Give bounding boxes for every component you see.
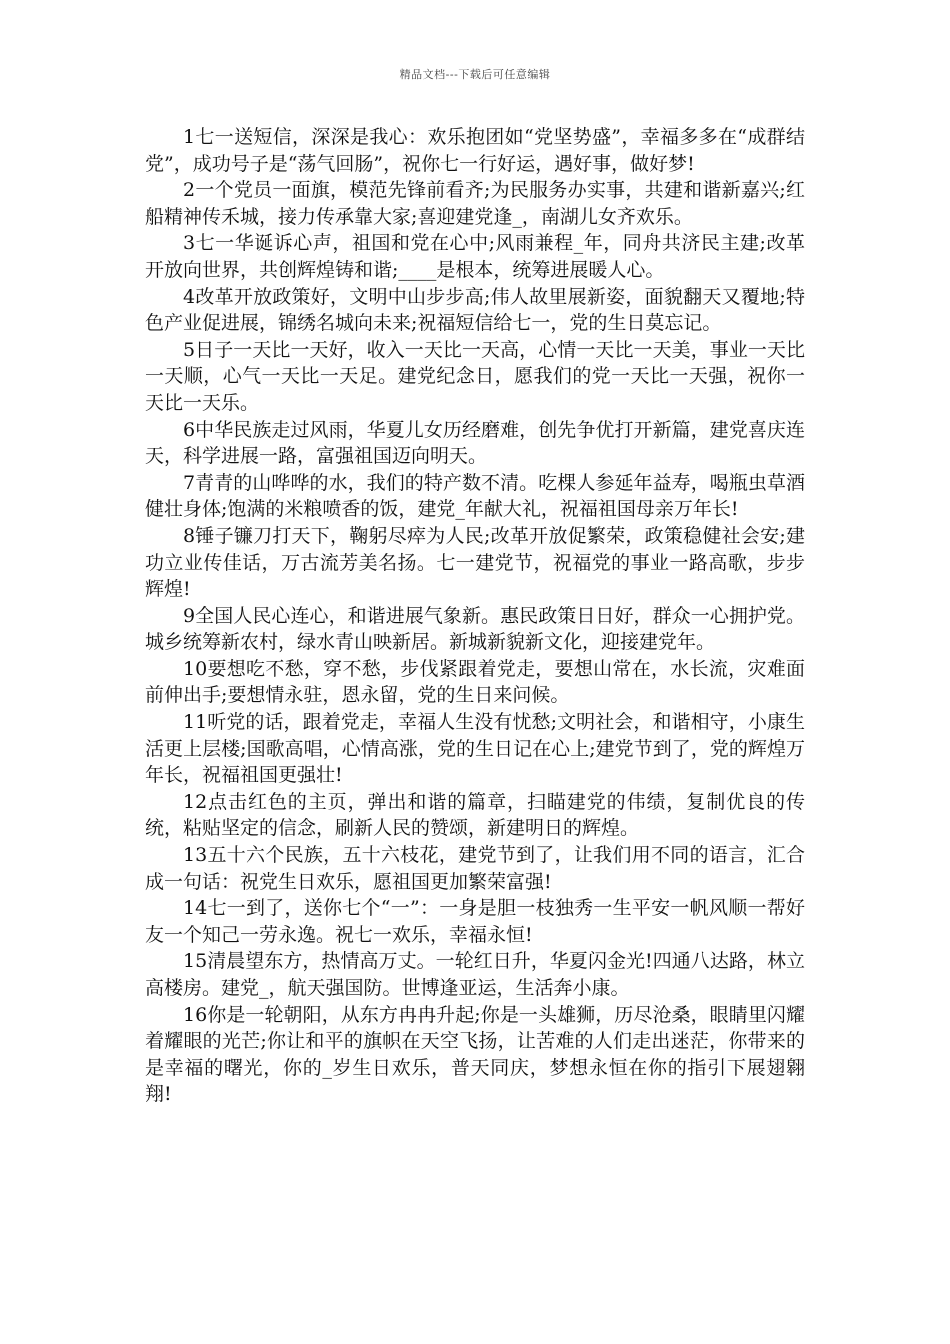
paragraph-16: 16你是一轮朝阳，从东方冉冉升起;你是一头雄狮，历尽沧桑，眼睛里闪耀着耀眼的光芒;你让和平的旗帜在天空飞扬，让苦难的人们走出迷茫，你带来的是幸福的曙光，你的_岁生日欢乐，普天同庆，梦想永恒在你的指引下展翅翱翔!: [145, 1003, 805, 1106]
paragraph-13: 13五十六个民族，五十六枝花，建党节到了，让我们用不同的语言，汇合成一句话：祝党生日欢乐，愿祖国更加繁荣富强!: [145, 844, 805, 893]
document-body: [145, 124, 805, 1108]
paragraph-11: 11听党的话，跟着党走，幸福人生没有忧愁;文明社会，和谐相守，小康生活更上层楼;国歌高唱，心情高涨，党的生日记在心上;建党节到了，党的辉煌万年长，祝福祖国更强壮!: [145, 711, 805, 787]
paragraph-14: 14七一到了，送你七个“一”：一身是胆一枝独秀一生平安一帆风顺一帮好友一个知己一劳永逸。祝七一欢乐，幸福永恒!: [145, 897, 805, 946]
paragraph-7: 7青青的山哗哗的水，我们的特产数不清。吃棵人参延年益寿，喝瓶虫草酒健壮身体;饱满的米粮喷香的饭，建党_年献大礼，祝福祖国母亲万年长!: [145, 471, 805, 521]
paragraph-15: 15清晨望东方，热情高万丈。一轮红日升，华夏闪金光!四通八达路，林立高楼房。建党_，航天强国防。世博逢亚运，生活奔小康。: [145, 950, 805, 999]
paragraph-10: 10要想吃不愁，穿不愁，步伐紧跟着党走，要想山常在，水长流，灾难面前伸出手;要想情永驻，恩永留，党的生日来问候。: [145, 657, 805, 707]
paragraph-8: 8锤子镰刀打天下，鞠躬尽瘁为人民;改革开放促繁荣，政策稳健社会安;建功立业传佳话，万古流芳美名扬。七一建党节，祝福党的事业一路高歌，步步辉煌!: [145, 524, 805, 601]
paragraph-5: 5日子一天比一天好，收入一天比一天高，心情一天比一天美，事业一天比一天顺，心气一天比一天足。建党纪念日，愿我们的党一天比一天强，祝你一天比一天乐。: [145, 338, 805, 414]
paragraph-6: 6中华民族走过风雨，华夏儿女历经磨难，创先争优打开新篇，建党喜庆连天，科学进展一路，富强祖国迈向明天。: [145, 418, 805, 468]
paragraph-12: 12点击红色的主页，弹出和谐的篇章，扫瞄建党的伟绩，复制优良的传统，粘贴坚定的信念，刷新人民的赞颂，新建明日的辉煌。: [145, 790, 805, 840]
paragraph-2: 2一个党员一面旗，模范先锋前看齐;为民服务办实事，共建和谐新嘉兴;红船精神传禾城，接力传承靠大家;喜迎建党逢_，南湖儿女齐欢乐。: [145, 179, 805, 228]
paragraph-9: 9全国人民心连心，和谐进展气象新。惠民政策日日好，群众一心拥护党。城乡统筹新农村，绿水青山映新居。新城新貌新文化，迎接建党年。: [145, 604, 805, 654]
paragraph-3: 3七一华诞诉心声，祖国和党在心中;风雨兼程_年，同舟共济民主建;改革开放向世界，共创辉煌铸和谐;____是根本，统筹进展暖人心。: [145, 232, 805, 281]
page-header: 精品文档---下载后可任意编辑: [399, 68, 551, 81]
paragraph-1: 1七一送短信，深深是我心：欢乐抱团如“党坚势盛”，幸福多多在“成群结党”，成功号子是“荡气回肠”，祝你七一行好运，遇好事，做好梦!: [145, 126, 805, 175]
paragraph-4: 4改革开放政策好，文明中山步步高;伟人故里展新姿，面貌翻天又覆地;特色产业促进展，锦绣名城向未来;祝福短信给七一，党的生日莫忘记。: [145, 285, 805, 335]
